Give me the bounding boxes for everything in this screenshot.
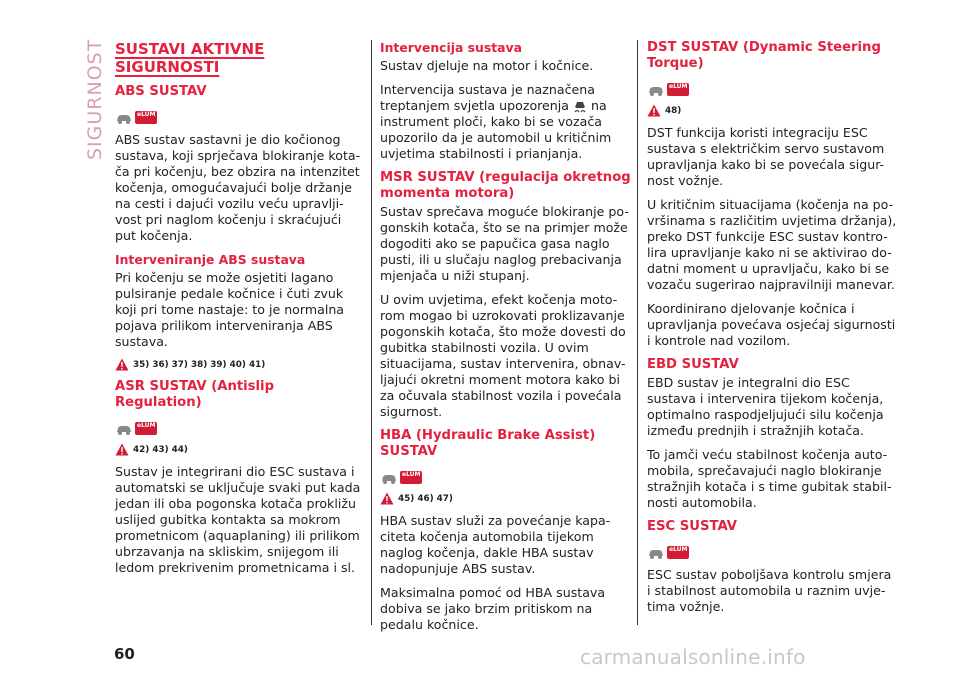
stability-warning-light-icon — [573, 99, 587, 113]
ebd-paragraph-2: To jamči veću stabilnost kočenja auto-mobila, sprečavajući naglo blokiranje stražnjih kotača i s time gubitak stabil-nosti automobila. — [647, 447, 892, 510]
asr-paragraph-1: Sustav je integrirani dio ESC sustava i automatski se uključuje svaki put kada jedan ili oba pogonska kotača prokližu uslijed gubitka kontakta sa mokrom prometnicom (aquaplaning) ili prilikom ubrzavanja na skliskim, snijegom ili ledom prekrivenim prometnicama i sl. — [115, 464, 361, 575]
hba-paragraph-2: Maksimalna pomoć od HBA sustava dobiva se jako brzim pritiskom na pedalu kočnice. — [380, 585, 606, 632]
elum-badge-icon: eLUM — [667, 546, 689, 559]
asr-refs: 42) 43) 44) — [133, 444, 188, 455]
column-2 — [380, 40, 632, 641]
elum-badge-icon: eLUM — [135, 111, 157, 124]
dst-refs: 48) — [665, 105, 682, 116]
dst-title: DST SUSTAV (Dynamic Steering Torque) — [647, 40, 881, 71]
asr-icons — [115, 413, 365, 435]
esc-title: ESC SUSTAV — [647, 519, 737, 534]
car-icon — [647, 84, 665, 96]
asr-warning-refs — [115, 443, 365, 456]
car-icon — [647, 547, 665, 559]
dst-paragraph-2: U kritičnim situacijama (kočenja na po-vršinama s različitim uvjetima držanja), preko DST funkcije ESC sustav kontro-lira upravljanje kako ni se aktivirao do-datni moment u upravljaču, kako bi se vozaču sugerirao najpravilniji manevar. — [647, 197, 897, 292]
elum-badge-icon: eLUM — [135, 422, 157, 435]
column-divider-2 — [637, 40, 638, 625]
main-section-title: SUSTAVI AKTIVNE SIGURNOSTI — [115, 40, 265, 76]
column-3 — [647, 40, 897, 623]
esc-paragraph-1: ESC sustav poboljšava kontrolu smjera i stabilnost automobila u raznim uvje-tima vožnje. — [647, 567, 892, 614]
asr-title: ASR SUSTAV (Antislip Regulation) — [115, 379, 275, 410]
intervention-subheading: Intervencija sustava — [380, 40, 522, 55]
abs-title: ABS SUSTAV — [115, 84, 207, 99]
dst-paragraph-3: Koordinirano djelovanje kočnica i upravljanja povećava osjećaj sigurnosti i kontrole nad vozilom. — [647, 301, 896, 348]
dst-warning-refs — [647, 104, 897, 117]
elum-badge-icon: eLUM — [667, 83, 689, 96]
msr-paragraph-2: U ovim uvjetima, efekt kočenja moto-rom mogao bi uzrokovati proklizavanje pogonskih kotača, što može dovesti do gubitka stabilnosti vozila. U ovim situacijama, sustav intervenira, obnav-ljajući okretni moment motora kako bi za očuvala stabilnost vozila i povećala sigurnost. — [380, 292, 626, 419]
warning-triangle-icon — [647, 104, 661, 117]
chapter-side-label-text: SIGURNOST — [84, 38, 106, 160]
hba-icons — [380, 462, 632, 484]
intervention-paragraph-2b: na instrument ploči, kako bi se vozača upozorilo da je automobil u kritičnim uvjetima stabilnosti i prianjanja. — [380, 98, 612, 161]
abs-paragraph-2: Pri kočenju se može osjetiti lagano pulsiranje pedale kočnice i čuti zvuk koji pri tome nastaje: to je normalna pojava prilikom interveniranja ABS sustava. — [115, 270, 345, 349]
abs-warning-refs — [115, 358, 365, 371]
warning-triangle-icon — [115, 443, 129, 456]
column-1 — [115, 40, 365, 584]
esc-icons — [647, 537, 897, 559]
elum-badge-icon: eLUM — [400, 471, 422, 484]
chapter-side-label — [64, 32, 106, 162]
abs-paragraph-1: ABS sustav sastavni je dio kočionog sustava, koji sprječava blokiranje kota-ča pri kočenju, bez obzira na intenzitet kočenja, omogućavajući bolje držanje na cesti i dajući vozilu veću upravlji-vost pri naglom kočenju i skraćujući put kočenja. — [115, 132, 361, 243]
page-number: 60 — [114, 645, 135, 663]
abs-subheading: Interveniranje ABS sustava — [115, 252, 306, 267]
dst-icons — [647, 74, 897, 96]
car-icon — [380, 472, 398, 484]
intervention-paragraph-2a: Intervencija sustava je naznačena treptanjem svjetla upozorenja — [380, 82, 595, 113]
intervention-paragraph-1: Sustav djeluje na motor i kočnice. — [380, 58, 594, 73]
column-divider-1 — [371, 40, 372, 625]
msr-paragraph-1: Sustav sprečava moguće blokiranje po-gonskih kotača, što se na primjer može dogoditi ako se papučica gasa naglo pusti, ili u slučaju naglog prebacivanja mjenjača u niži stupanj. — [380, 204, 629, 283]
intervention-paragraph-2 — [380, 82, 632, 162]
hba-paragraph-1: HBA sustav služi za povećanje kapa-citeta kočenja automobila tijekom naglog kočenja, dakle HBA sustav nadopunjuje ABS sustav. — [380, 513, 611, 576]
watermark: carmanualsonline.info — [580, 645, 806, 669]
ebd-title: EBD SUSTAV — [647, 357, 739, 372]
abs-icons — [115, 102, 365, 124]
car-icon — [115, 423, 133, 435]
hba-warning-refs — [380, 492, 632, 505]
car-icon — [115, 112, 133, 124]
hba-refs: 45) 46) 47) — [398, 493, 453, 504]
abs-refs: 35) 36) 37) 38) 39) 40) 41) — [133, 359, 266, 370]
hba-title: HBA (Hydraulic Brake Assist) SUSTAV — [380, 428, 596, 459]
msr-title: MSR SUSTAV (regulacija okretnog momenta motora) — [380, 170, 631, 201]
ebd-paragraph-1: EBD sustav je integralni dio ESC sustava i intervenira tijekom kočenja, optimalno raspodjeljujući silu kočenja između prednjih i stražnjih kotača. — [647, 375, 884, 438]
warning-triangle-icon — [115, 358, 129, 371]
dst-paragraph-1: DST funkcija koristi integraciju ESC sustava s električkim servo sustavom upravljanja kako bi se povećala sigur-nost vožnje. — [647, 125, 885, 188]
warning-triangle-icon — [380, 492, 394, 505]
